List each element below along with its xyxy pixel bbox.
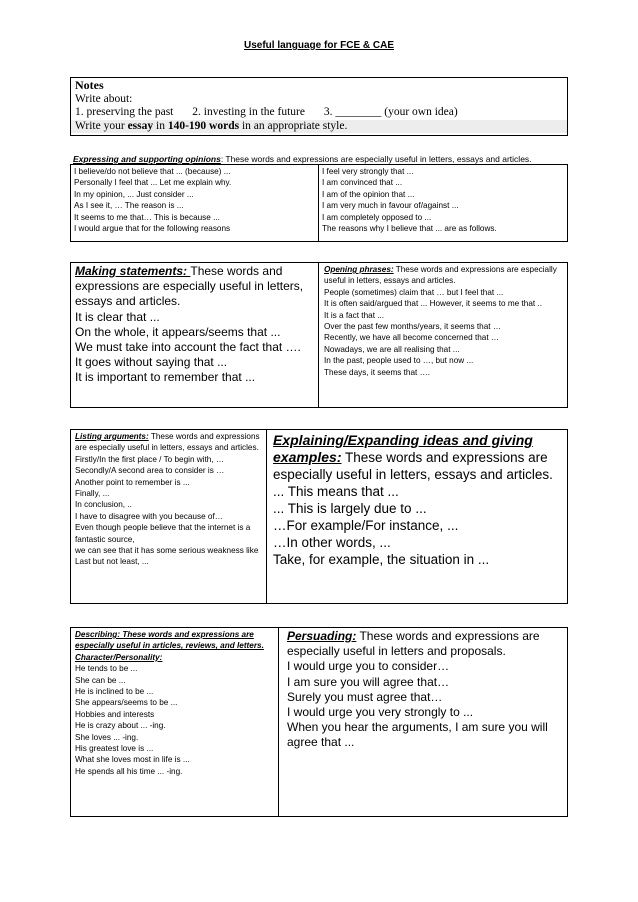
describing-phrase: Hobbies and interests <box>75 709 155 719</box>
essay-suffix: in an appropriate style. <box>239 119 348 132</box>
listing-explaining-table <box>70 429 568 604</box>
statement-phrase: It goes without saying that ... <box>75 355 228 370</box>
opinions-table <box>70 164 568 242</box>
notes-topic-2: 2. investing in the future <box>192 106 305 118</box>
opinion-phrase: Personally I feel that ... Let me explain why. <box>74 178 232 188</box>
describing-phrase: He spends all his time ... -ing. <box>75 766 183 776</box>
persuading-phrase: Surely you must agree that… <box>287 689 443 704</box>
statements-intro <box>75 264 314 310</box>
opening-phrase: Nowadays, we are all realising that ... <box>324 344 460 354</box>
listing-column <box>71 430 266 603</box>
persuading-intro <box>287 629 559 659</box>
opinion-phrase: I feel very strongly that ... <box>322 167 414 176</box>
opinions-left-column <box>71 165 318 241</box>
opening-phrase: Recently, we have all become concerned that … <box>324 333 500 343</box>
opening-description: These words and expressions are especially useful in letters, essays and articles. <box>324 265 557 286</box>
statements-description: These words and expressions are especially useful in letters, essays and articles. <box>75 264 304 309</box>
statement-phrase: On the whole, it appears/seems that ... <box>75 324 281 339</box>
opinions-description: : These words and expressions are especially useful in letters, essays and articles. <box>220 154 532 164</box>
listing-description: These words and expressions are especially useful in letters, essays and articles. <box>75 432 260 453</box>
opinion-phrase: I believe/do not believe that ... (because) ... <box>74 167 231 176</box>
persuading-column <box>278 628 567 816</box>
persuading-phrase: When you hear the arguments, I am sure you will agree that ... <box>287 720 548 750</box>
explaining-phrase: Take, for example, the situation in ... <box>273 552 490 567</box>
essay-word-count: 140-190 words <box>167 119 240 132</box>
listing-intro <box>75 431 262 454</box>
listing-label: Listing arguments: <box>75 432 149 441</box>
opinions-heading <box>73 154 573 164</box>
essay-word: essay <box>127 119 154 132</box>
explaining-column <box>266 430 567 603</box>
statements-opening-table <box>70 262 568 408</box>
notes-topic-list <box>75 106 563 120</box>
opening-phrase: In the past, people used to …, but now ... <box>324 356 474 366</box>
describing-sub-label: Character/Personality: <box>75 652 163 662</box>
opinion-phrase: I am very much in favour of/against ... <box>322 201 459 211</box>
explaining-description: These words and expressions are especially useful in letters, essays and articles. <box>273 450 553 482</box>
describing-phrase: He is crazy about ... -ing. <box>75 721 166 731</box>
notes-write-about: Write about: <box>75 92 133 105</box>
opinion-phrase: I am completely opposed to ... <box>322 212 432 222</box>
essay-prefix: Write your <box>75 119 128 132</box>
statement-phrase: It is clear that ... <box>75 309 160 324</box>
describing-phrase: He is inclined to be ... <box>75 687 154 697</box>
listing-phrase: Another point to remember is ... <box>75 477 190 487</box>
describing-phrase: She can be ... <box>75 675 126 685</box>
opinion-phrase: I am of the opinion that ... <box>322 189 415 199</box>
describing-phrase: He tends to be ... <box>75 664 138 674</box>
listing-phrase: Secondly/A second area to consider is … <box>75 466 225 476</box>
listing-phrase: I have to disagree with you because of… <box>75 511 223 521</box>
explaining-phrase: …For example/For instance, ... <box>273 518 459 533</box>
explaining-phrase: ... This is largely due to ... <box>273 501 427 516</box>
opinion-phrase: The reasons why I believe that ... are as follows. <box>322 224 497 234</box>
listing-phrase: Finally, ... <box>75 489 110 499</box>
persuading-phrase: I would urge you very strongly to ... <box>287 705 474 720</box>
explaining-label: Explaining/Expanding ideas and giving examples: <box>273 432 533 465</box>
describing-persuading-table <box>70 627 568 817</box>
essay-mid: in <box>153 119 168 132</box>
opinions-label: Expressing and supporting opinions <box>73 154 221 164</box>
describing-phrase: What she loves most in life is ... <box>75 755 190 765</box>
explaining-intro <box>273 432 561 483</box>
explaining-phrase: ... This means that ... <box>273 484 399 499</box>
notes-heading: Notes <box>75 78 104 92</box>
describing-column <box>71 628 278 816</box>
describing-label: Describing: These words and expressions are especially useful in articles, reviews, and letters. <box>75 630 264 651</box>
listing-phrase: Firstly/In the first place / To begin with, … <box>75 454 225 464</box>
opinion-phrase: In my opinion, ... Just consider ... <box>74 189 194 199</box>
opening-phrase: It is often said/argued that ... However, it seems to me that .. <box>324 299 542 309</box>
listing-phrase: Last but not least, ... <box>75 557 149 567</box>
opening-phrase: Over the past few months/years, it seems that … <box>324 322 502 332</box>
opinion-phrase: I am convinced that ... <box>322 178 403 188</box>
opening-column <box>318 263 567 407</box>
statement-phrase: It is important to remember that ... <box>75 370 256 385</box>
describing-phrase: She appears/seems to be ... <box>75 698 178 708</box>
statements-label: Making statements: <box>75 264 191 278</box>
describing-phrase: His greatest love is ... <box>75 744 154 754</box>
persuading-label: Persuading: <box>287 629 357 643</box>
persuading-phrase: I would urge you to consider… <box>287 659 450 674</box>
document-title: Useful language for FCE & CAE <box>243 40 394 51</box>
listing-phrase: Even though people believe that the internet is a fantastic source, <box>75 523 251 544</box>
describing-phrase: She loves ... -ing. <box>75 732 139 742</box>
opinions-right-column <box>318 165 567 241</box>
notes-essay-instruction <box>71 120 567 134</box>
notes-box <box>70 77 568 136</box>
opening-phrase: People (sometimes) claim that … but I feel that ... <box>324 287 504 297</box>
opinion-phrase: I would argue that for the following reasons <box>74 224 231 234</box>
opinion-phrase: It seems to me that… This is because ... <box>74 212 220 222</box>
statements-column <box>71 263 318 407</box>
listing-phrase: In conclusion, .. <box>75 500 132 510</box>
opening-phrase: These days, it seems that …. <box>324 367 431 377</box>
persuading-description: These words and expressions are especially useful in letters and proposals. <box>287 629 540 659</box>
opening-label: Opening phrases: <box>324 265 394 274</box>
opening-intro <box>324 264 562 287</box>
statement-phrase: We must take into account the fact that …. <box>75 340 301 355</box>
persuading-phrase: I am sure you will agree that… <box>287 674 450 689</box>
explaining-phrase: …In other words, ... <box>273 535 391 550</box>
opinion-phrase: As I see it, … The reason is ... <box>74 201 184 211</box>
listing-phrase: we can see that it has some serious weakness like <box>75 546 259 556</box>
notes-topic-1: 1. preserving the past <box>75 106 174 118</box>
opening-phrase: It is a fact that ... <box>324 310 385 320</box>
notes-topic-3: 3. ________ (your own idea) <box>323 106 458 118</box>
